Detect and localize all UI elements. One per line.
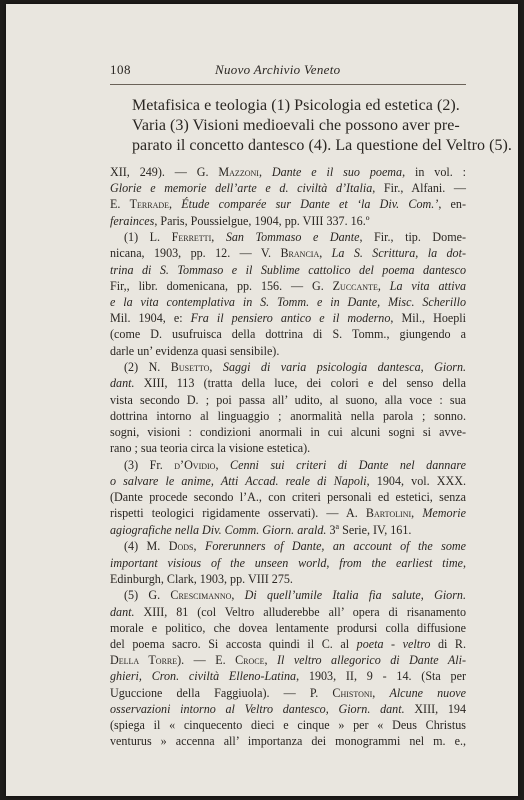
footnote-line: (spiega il « cinquecento dieci e cinque » per « Deus Christus xyxy=(110,717,466,732)
footnote-line: darle un’ evidenza quasi sensibile). xyxy=(110,343,280,358)
footnote-line: ghieri, Cron. civiltà Elleno-Latina, 1903, II, 9 - 14. (Sta per xyxy=(110,669,466,684)
footnote-line: E. Terrade, Étude comparée sur Dante et ‘la Div. Com.’, en- xyxy=(110,197,466,212)
footnote-2: (2) N. Busetto, Saggi di varia psicologia dantesca, Giorn. xyxy=(124,360,467,375)
footnote-1: (1) L. Ferretti, San Tommaso e Dante, Fir., tip. Dome- xyxy=(124,230,467,245)
footnote-line: nicana, 1903, pp. 12. — V. Brancia, La S. Scrittura, la dot- xyxy=(110,246,466,261)
footnote-line: ferainces, Paris, Poussielgue, 1904, pp. VIII 337. 16.º xyxy=(110,213,370,228)
footnote-line: dant. XIII, 113 (tratta della luce, dei colori e del senso della xyxy=(110,376,466,391)
footnote-line: del poema sacro. Si accosta quindi il C. al poeta - veltro di R. xyxy=(110,636,467,651)
footnote-line: dant. XIII, 81 (col Veltro alluderebbe all’ opera di risanamento xyxy=(110,604,466,619)
footnote-3: (3) Fr. d’Ovidio, Cenni sui criteri di Dante nel dannare xyxy=(124,457,467,472)
footnote-line: (come D. usufruisca della dottrina di S. Tomm., giungendo a xyxy=(110,327,466,342)
footnote-line: sogni, visioni : condizioni anormali in cui alcuni sogni si avve- xyxy=(110,425,466,439)
section-summary xyxy=(132,96,512,156)
footnote-line: (Dante procede secondo l’A., con criteri personali ed estetici, senza xyxy=(110,490,466,505)
page-number: 108 xyxy=(110,62,131,77)
footnote-line: trina di S. Tommaso e il Sublime cattolico del poema dantesco xyxy=(110,262,466,277)
footnote-line: Edinburgh, Clark, 1903, pp. VIII 275. xyxy=(110,571,293,586)
footnote-line: Glorie e memorie dell’arte e d. civiltà d’Italia, Fir., Alfani. — xyxy=(110,181,466,196)
footnote-line: osservazioni intorno al Veltro dantesco, Giorn. dant. XIII, 194 xyxy=(110,701,466,716)
footnote-line: o salvare le anime, Atti Accad. reale di Napoli, 1904, vol. XXX. xyxy=(110,474,466,489)
summary-line: Varia (3) Visioni medioevali che possono aver pre- xyxy=(132,117,460,134)
summary-line: Metafisica e teologia (1) Psicologia ed estetica (2). xyxy=(132,97,460,114)
page-header xyxy=(110,62,466,80)
footnotes xyxy=(110,164,466,749)
footnote-line: dottrina intorno al linguaggio ; anormalità nella parola ; sonno. xyxy=(110,408,466,423)
footnote-line: Della Torre). — E. Croce, Il veltro allegorico di Dante Ali- xyxy=(110,653,466,668)
summary-line: parato il concetto dantesco (4). La questione del Veltro (5). xyxy=(132,137,512,154)
footnote-line: morale e politico, che dovea lentamente prodursi colla diffusione xyxy=(110,620,466,635)
book-page xyxy=(6,4,518,796)
footnote-line: vista secondo D. ; poi passa all’ udito, al suono, alla voce : sua xyxy=(110,392,466,407)
footnote-line: Uguccione della Faggiuola). — P. Chistoni, Alcune nuove xyxy=(110,685,467,700)
running-title: Nuovo Archivio Veneto xyxy=(215,62,341,77)
footnote-line: XII, 249). — G. Mazzoni, Dante e il suo poema, in vol. : xyxy=(110,165,467,179)
footnote-4: (4) M. Dods, Forerunners of Dante, an account of the some xyxy=(124,539,466,554)
footnote-line: Mil. 1904, e: Fra il pensiero antico e il moderno, Mil., Hoepli xyxy=(110,311,466,326)
footnote-line: Fir,, libr. domenicana, pp. 156. — G. Zuccante, La vita attiva xyxy=(110,278,467,293)
footnote-line: e la vita contemplativa in S. Tomm. e in Dante, Misc. Scherillo xyxy=(110,295,466,309)
header-rule xyxy=(110,84,466,85)
footnote-line: agiografiche nella Div. Comm. Giorn. arald. 3$^a$ Serie, IV, 161. xyxy=(110,521,412,537)
footnote-line: rispetti teologici rigidamente osservati). — A. Bartolini, Memorie xyxy=(110,506,467,521)
footnote-5: (5) G. Crescimanno, Di quell’umile Italia fia salute, Giorn. xyxy=(124,588,466,603)
footnote-line: important visious of the unseen world, from the earliest time, xyxy=(110,555,466,570)
footnote-line: rano ; sua teoria circa la visione estetica). xyxy=(110,441,311,456)
footnote-line: venturus » accenna all’ importanza dei monogrammi nel m. e., xyxy=(110,734,466,749)
